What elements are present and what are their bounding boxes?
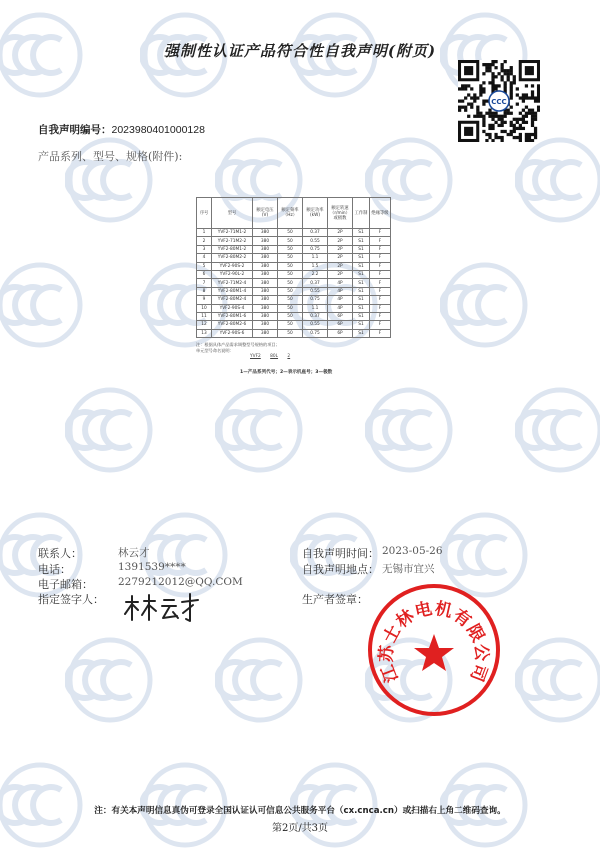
table-cell: 50 (278, 279, 303, 287)
table-notes (196, 342, 280, 353)
signer-label: 指定签字人： (38, 593, 104, 606)
table-cell: 50 (278, 254, 303, 262)
table-cell: 2P (328, 237, 353, 245)
table-cell: 50 (278, 270, 303, 278)
table-row (197, 312, 391, 320)
formula-part-1: YVF2 (250, 354, 261, 359)
formula-part-2: 80L (270, 354, 279, 359)
table-cell: 0.55 (303, 287, 328, 295)
table-cell: 6P (328, 329, 353, 337)
table-cell: YVF2-80M2-6 (212, 321, 253, 329)
table-cell: 2P (328, 229, 353, 237)
table-cell: 380 (253, 254, 278, 262)
table-cell: F (370, 229, 391, 237)
table-cell: F (370, 321, 391, 329)
table-cell: 380 (253, 304, 278, 312)
table-header-cell: 工作制 (353, 198, 370, 229)
contact-value: 林云才 (118, 547, 150, 559)
table-header-cell: 额定频率（Hz） (278, 198, 303, 229)
table-cell: 7 (197, 279, 212, 287)
table-cell: 0.55 (303, 321, 328, 329)
table-cell: 10 (197, 304, 212, 312)
table-cell: 0.75 (303, 329, 328, 337)
table-cell: F (370, 287, 391, 295)
table-cell: YVF2-80M2-4 (212, 296, 253, 304)
table-cell: 6P (328, 321, 353, 329)
table-cell: F (370, 237, 391, 245)
table-cell: 0.75 (303, 245, 328, 253)
table-cell: YVF2-80M1-2 (212, 245, 253, 253)
ccc-watermark-icon (65, 635, 155, 725)
table-cell: 13 (197, 329, 212, 337)
table-cell: 50 (278, 237, 303, 245)
table-cell: F (370, 279, 391, 287)
table-cell: S1 (353, 296, 370, 304)
table-cell: 0.37 (303, 229, 328, 237)
table-cell: YVF2-80M2-2 (212, 254, 253, 262)
table-cell: 380 (253, 279, 278, 287)
formula-caption: 1—产品系列代号；2—表示机座号；3—极数 (240, 370, 333, 375)
table-header-cell: 额定转速（r/min）或极数 (328, 198, 353, 229)
table-header-row (197, 198, 391, 229)
table-cell: 4 (197, 254, 212, 262)
table-row (197, 237, 391, 245)
ccc-watermark-icon (65, 385, 155, 475)
declaration-place-label: 自我声明地点： (302, 563, 379, 576)
table-cell: 50 (278, 229, 303, 237)
table-cell: S1 (353, 279, 370, 287)
table-cell: F (370, 296, 391, 304)
declaration-place-value: 无锡市宜兴 (382, 563, 435, 575)
table-cell: 0.37 (303, 312, 328, 320)
page-number: 第2页/共3页 (271, 823, 329, 834)
table-cell: 5 (197, 262, 212, 270)
email-value: 2279212012@QQ.COM (118, 576, 243, 588)
table-cell: S1 (353, 254, 370, 262)
qr-code-icon[interactable] (458, 60, 540, 142)
table-cell: 2P (328, 254, 353, 262)
svg-text:CCC: CCC (491, 98, 507, 106)
table-cell: 50 (278, 312, 303, 320)
table-cell: 380 (253, 229, 278, 237)
table-cell: 2P (328, 262, 353, 270)
ccc-watermark-icon (0, 260, 85, 350)
table-cell: 50 (278, 296, 303, 304)
ccc-watermark-icon (515, 135, 600, 225)
table-cell: 50 (278, 321, 303, 329)
table-cell: 4P (328, 279, 353, 287)
table-cell: S1 (353, 245, 370, 253)
table-cell: S1 (353, 229, 370, 237)
table-cell: 4P (328, 296, 353, 304)
table-cell: YVF2-90S-6 (212, 329, 253, 337)
note-line-2: 单元型号命名说明： (196, 347, 234, 353)
table-cell: 380 (253, 262, 278, 270)
table-cell: 380 (253, 296, 278, 304)
table-cell: F (370, 254, 391, 262)
table-cell: S1 (353, 262, 370, 270)
table-cell: 12 (197, 321, 212, 329)
table-cell: YVF2-80M1-6 (212, 312, 253, 320)
table-cell: 2P (328, 245, 353, 253)
table-cell: 4P (328, 287, 353, 295)
table-cell: 3 (197, 245, 212, 253)
declaration-number-value: 2023980401000128 (111, 124, 205, 136)
table-cell: 2.2 (303, 270, 328, 278)
ccc-watermark-icon (515, 385, 600, 475)
table-row (197, 287, 391, 295)
table-body (197, 229, 391, 338)
table-cell: F (370, 329, 391, 337)
table-cell: S1 (353, 237, 370, 245)
table-cell: 380 (253, 237, 278, 245)
table-header-cell: 额定功率(kW) (303, 198, 328, 229)
ccc-watermark-icon (440, 260, 530, 350)
product-table (196, 197, 391, 338)
table-cell: 1 (197, 229, 212, 237)
table-cell: 8 (197, 287, 212, 295)
table-row (197, 229, 391, 237)
table-cell: 4P (328, 304, 353, 312)
table-cell: YVF2-90S-4 (212, 304, 253, 312)
table-cell: 0.75 (303, 296, 328, 304)
table-cell: 50 (278, 245, 303, 253)
table-cell: 2 (197, 237, 212, 245)
declaration-number (38, 122, 205, 137)
table-cell: 50 (278, 262, 303, 270)
table-cell: S1 (353, 321, 370, 329)
table-cell: 50 (278, 329, 303, 337)
table-cell: 380 (253, 287, 278, 295)
table-cell: 2P (328, 270, 353, 278)
table-row (197, 279, 391, 287)
table-cell: 1.5 (303, 262, 328, 270)
table-cell: S1 (353, 329, 370, 337)
table-row (197, 270, 391, 278)
table-cell: YVF2-90L-2 (212, 270, 253, 278)
table-row (197, 254, 391, 262)
table-row (197, 262, 391, 270)
svg-text:江苏士林电机有限公司: 江苏士林电机有限公司 (376, 598, 492, 685)
producer-seal-label: 生产者签章： (302, 593, 368, 606)
table-cell: 50 (278, 287, 303, 295)
phone-label: 电话： (38, 563, 71, 576)
table-cell: S1 (353, 304, 370, 312)
table-cell: 1.1 (303, 254, 328, 262)
table-cell: F (370, 304, 391, 312)
table-row (197, 245, 391, 253)
table-cell: 380 (253, 312, 278, 320)
table-cell: 380 (253, 270, 278, 278)
table-header-cell: 型号 (212, 198, 253, 229)
table-row (197, 296, 391, 304)
declaration-number-label: 自我声明编号： (38, 124, 112, 136)
table-cell: 380 (253, 329, 278, 337)
model-formula (250, 354, 298, 359)
table-header-cell: 绝缘等级 (370, 198, 391, 229)
page-title: 强制性认证产品符合性自我声明(附页) (163, 42, 437, 60)
email-label: 电子邮箱： (38, 578, 93, 591)
contact-label: 联系人： (38, 547, 82, 560)
table-cell: YVF2-71M2-2 (212, 237, 253, 245)
table-cell: 6 (197, 270, 212, 278)
ccc-watermark-icon (215, 635, 305, 725)
table-cell: 380 (253, 245, 278, 253)
table-cell: 50 (278, 304, 303, 312)
series-label: 产品系列、型号、规格(附件): (38, 150, 183, 163)
table-cell: 11 (197, 312, 212, 320)
table-header-cell: 序号 (197, 198, 212, 229)
table-cell: F (370, 270, 391, 278)
table-row (197, 321, 391, 329)
table-header-cell: 额定电压(V) (253, 198, 278, 229)
ccc-watermark-icon (365, 385, 455, 475)
table-cell: YVF2-71M2-4 (212, 279, 253, 287)
formula-part-3: 2 (287, 354, 291, 359)
table-cell: YVF2-71M1-2 (212, 229, 253, 237)
table-cell: F (370, 312, 391, 320)
table-cell: S1 (353, 312, 370, 320)
table-cell: 0.37 (303, 279, 328, 287)
table-cell: S1 (353, 287, 370, 295)
table-cell: 1.1 (303, 304, 328, 312)
table-row (197, 304, 391, 312)
footnote: 注：有关本声明信息真伪可登录全国认证认可信息公共服务平台（cx.cnca.cn）或扫描右上角二维码查询。 (94, 806, 506, 816)
handwritten-signature (120, 592, 200, 624)
table-cell: 0.55 (303, 237, 328, 245)
declaration-time-value: 2023-05-26 (382, 545, 443, 557)
phone-value: 1391539**** (118, 561, 186, 573)
ccc-watermark-icon (215, 385, 305, 475)
table-cell: YVF2-80M1-4 (212, 287, 253, 295)
table-cell: S1 (353, 270, 370, 278)
table-row (197, 329, 391, 337)
ccc-watermark-icon (515, 635, 600, 725)
table-cell: 6P (328, 312, 353, 320)
table-cell: F (370, 262, 391, 270)
table-cell: 380 (253, 321, 278, 329)
table-cell: YVF2-90S-2 (212, 262, 253, 270)
table-cell: 9 (197, 296, 212, 304)
table-cell: F (370, 245, 391, 253)
company-seal (366, 582, 502, 718)
declaration-time-label: 自我声明时间： (302, 547, 379, 560)
note-line-1: 注：根据具体产品需求调整型号规格的项目； (196, 342, 280, 347)
